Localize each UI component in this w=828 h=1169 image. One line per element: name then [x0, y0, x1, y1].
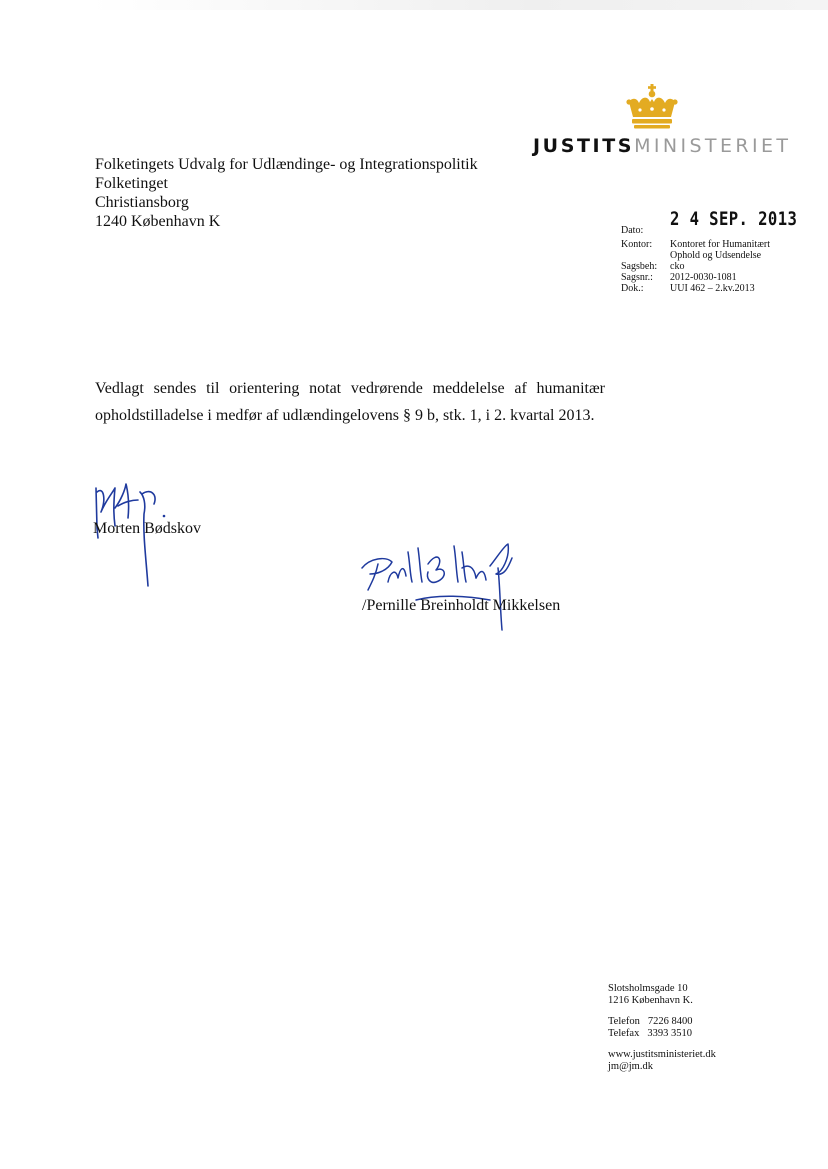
ministry-wordmark: [533, 135, 791, 157]
signature-pernille-breinholdt-mikkelsen: [358, 538, 528, 634]
footer-address-line: 1216 København K.: [608, 995, 693, 1006]
royal-crown-icon: [626, 84, 678, 130]
wordmark-light: MINISTERIET: [634, 135, 792, 157]
fax-label: Telefax: [608, 1028, 640, 1039]
recipient-line: Christiansborg: [95, 194, 189, 211]
recipient-line: Folketingets Udvalg for Udlændinge- og Integrationspolitik: [95, 156, 478, 173]
case-number-value: 2012-0030-1081: [670, 272, 737, 283]
office-label: Kontor:: [621, 239, 653, 250]
recipient-line: 1240 København K: [95, 213, 221, 230]
document-label: Dok.:: [621, 283, 644, 294]
page-top-shading: [90, 0, 828, 10]
footer-email: jm@jm.dk: [608, 1061, 653, 1072]
phone-label: Telefon: [608, 1016, 640, 1027]
signatory-name-2: /Pernille Breinholdt Mikkelsen: [362, 597, 561, 614]
footer-address-line: Slotsholmsgade 10: [608, 983, 688, 994]
footer-fax: [608, 1028, 716, 1040]
office-value: Kontoret for Humanitært: [670, 239, 770, 250]
document-value: UUI 462 – 2.kv.2013: [670, 283, 755, 294]
recipient-line: Folketinget: [95, 175, 168, 192]
wordmark-bold: JUSTITS: [533, 135, 635, 157]
date-stamp: 2 4 SEP. 2013: [670, 208, 798, 230]
case-officer-value: cko: [670, 261, 685, 272]
footer-website: www.justitsministeriet.dk: [608, 1049, 716, 1060]
signatory-name-1: Morten Bødskov: [93, 520, 201, 537]
office-value-cont: Ophold og Udsendelse: [670, 250, 762, 261]
footer-spacer: [608, 1040, 716, 1049]
letter-body: Vedlagt sendes til orientering notat vedrørende meddelelse af humanitær opholdstilladelse i medfør af udlændingelovens § 9 b, stk. 1, i 2. kvartal 2013.: [95, 380, 605, 424]
footer-spacer: [608, 1007, 716, 1016]
case-officer-label: Sagsbeh:: [621, 261, 658, 272]
fax-value: 3393 3510: [647, 1028, 692, 1039]
case-number-label: Sagsnr.:: [621, 272, 653, 283]
footer-phone: [608, 1016, 716, 1028]
ministry-contact-footer: [608, 983, 716, 1073]
recipient-address: [95, 155, 478, 231]
phone-value: 7226 8400: [647, 1016, 693, 1027]
date-label: Dato:: [621, 225, 644, 236]
